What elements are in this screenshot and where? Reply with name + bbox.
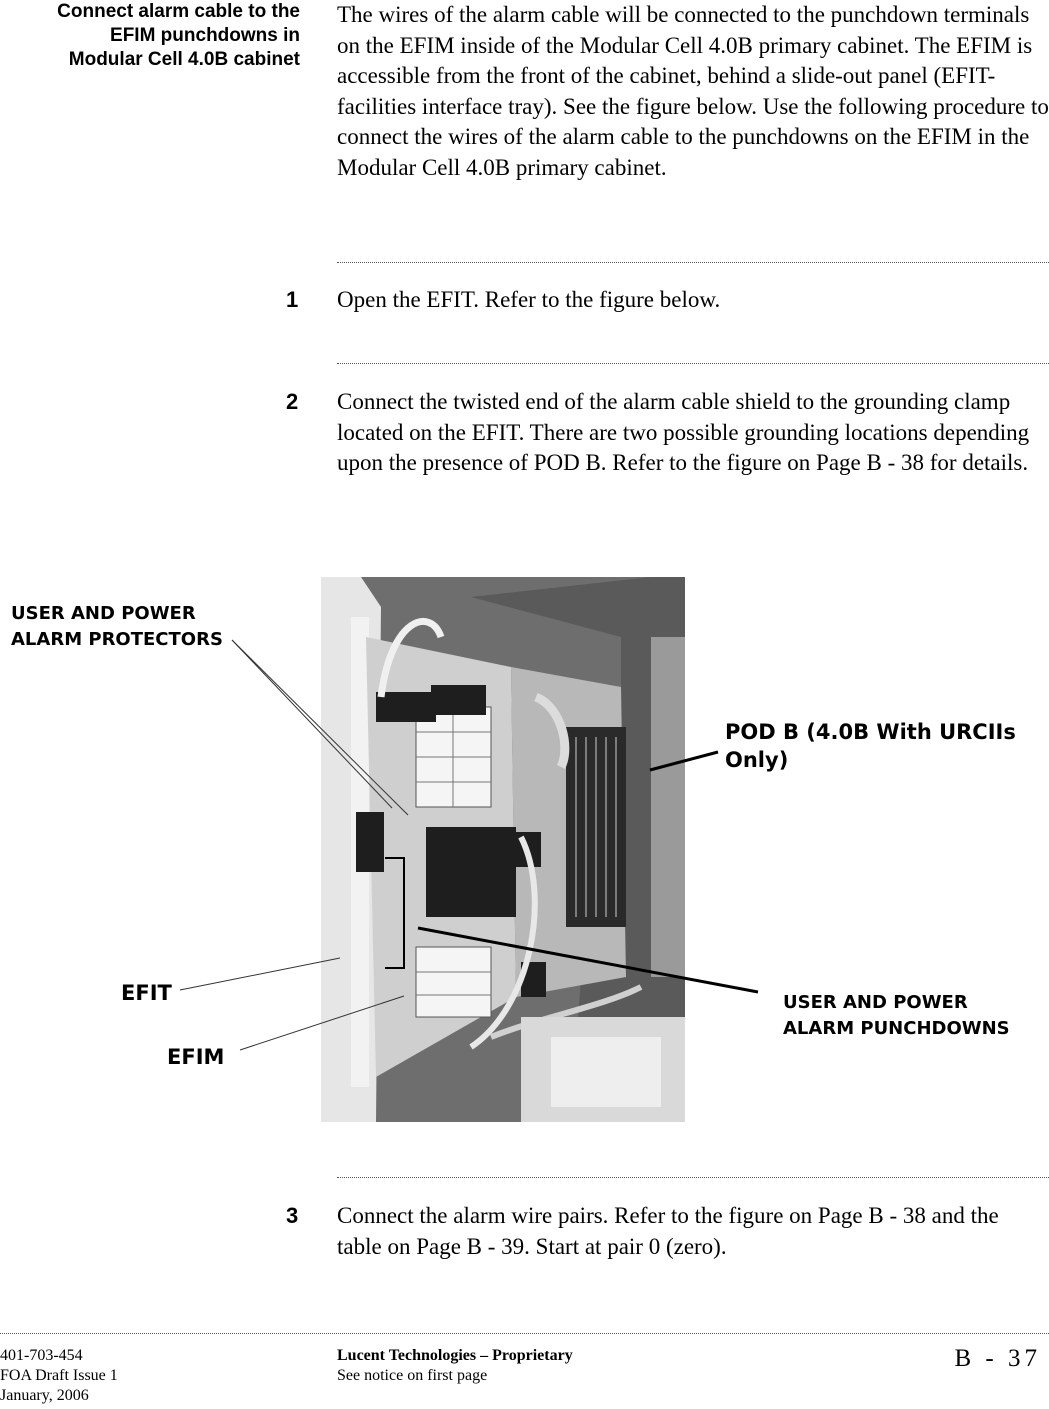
heading-line-3: Modular Cell 4.0B cabinet	[68, 49, 300, 70]
efim-cabinet-photo	[321, 577, 685, 1122]
callout-user-power-alarm-protectors	[11, 601, 223, 653]
divider	[337, 262, 1049, 263]
callout-line: ALARM PROTECTORS	[11, 629, 223, 650]
page-number: B - 37	[954, 1345, 1041, 1372]
callout-user-power-alarm-punchdowns	[783, 990, 1010, 1042]
doc-number: 401-703-454	[0, 1347, 83, 1364]
date: January, 2006	[0, 1387, 89, 1404]
callout-line: USER AND POWER	[11, 603, 196, 624]
divider	[337, 1177, 1049, 1178]
issue: FOA Draft Issue 1	[0, 1367, 118, 1384]
footer-divider	[0, 1333, 1049, 1334]
step-number-2: 2	[286, 389, 299, 414]
heading-line-2: EFIM punchdowns in	[110, 25, 300, 46]
step-number-3: 3	[286, 1203, 299, 1228]
step-text-3: Connect the alarm wire pairs. Refer to the figure on Page B - 38 and the table on Page B - 39. Start at pair 0 (zero).	[337, 1203, 999, 1259]
heading-line-1: Connect alarm cable to the	[57, 1, 300, 22]
divider	[337, 363, 1049, 364]
callout-line: POD B (4.0B With URCIIs	[725, 720, 1016, 744]
step-text-1: Open the EFIT. Refer to the figure below.	[337, 287, 721, 312]
step-text-2: Connect the twisted end of the alarm cable shield to the grounding clamp located on the EFIT. There are two possible grounding locations depending upon the presence of POD B. Refer to the figure on Page B - 38 for details.	[337, 389, 1030, 475]
step-number-1: 1	[286, 287, 299, 312]
callout-pod-b	[725, 718, 1016, 774]
intro-paragraph: The wires of the alarm cable will be connected to the punchdown terminals on the EFIM inside of the Modular Cell 4.0B primary cabinet. The EFIM is accessible from the front of the cabinet, behind a slide-out panel (EFIT- facilities interface tray). See the figure below. Use the following procedure to connect the wires of the alarm cable to the punchdowns on the EFIM in the Modular Cell 4.0B primary cabinet.	[337, 2, 1049, 180]
footer-center	[337, 1346, 573, 1386]
section-heading	[0, 0, 300, 72]
callout-line: USER AND POWER	[783, 992, 968, 1013]
callout-efim: EFIM	[167, 1045, 225, 1069]
notice-line: See notice on first page	[337, 1367, 488, 1384]
company-line: Lucent Technologies – Proprietary	[337, 1347, 573, 1364]
footer-left	[0, 1346, 118, 1406]
callout-efit: EFIT	[121, 981, 172, 1005]
callout-line: ALARM PUNCHDOWNS	[783, 1018, 1010, 1039]
callout-line: Only)	[725, 748, 789, 772]
